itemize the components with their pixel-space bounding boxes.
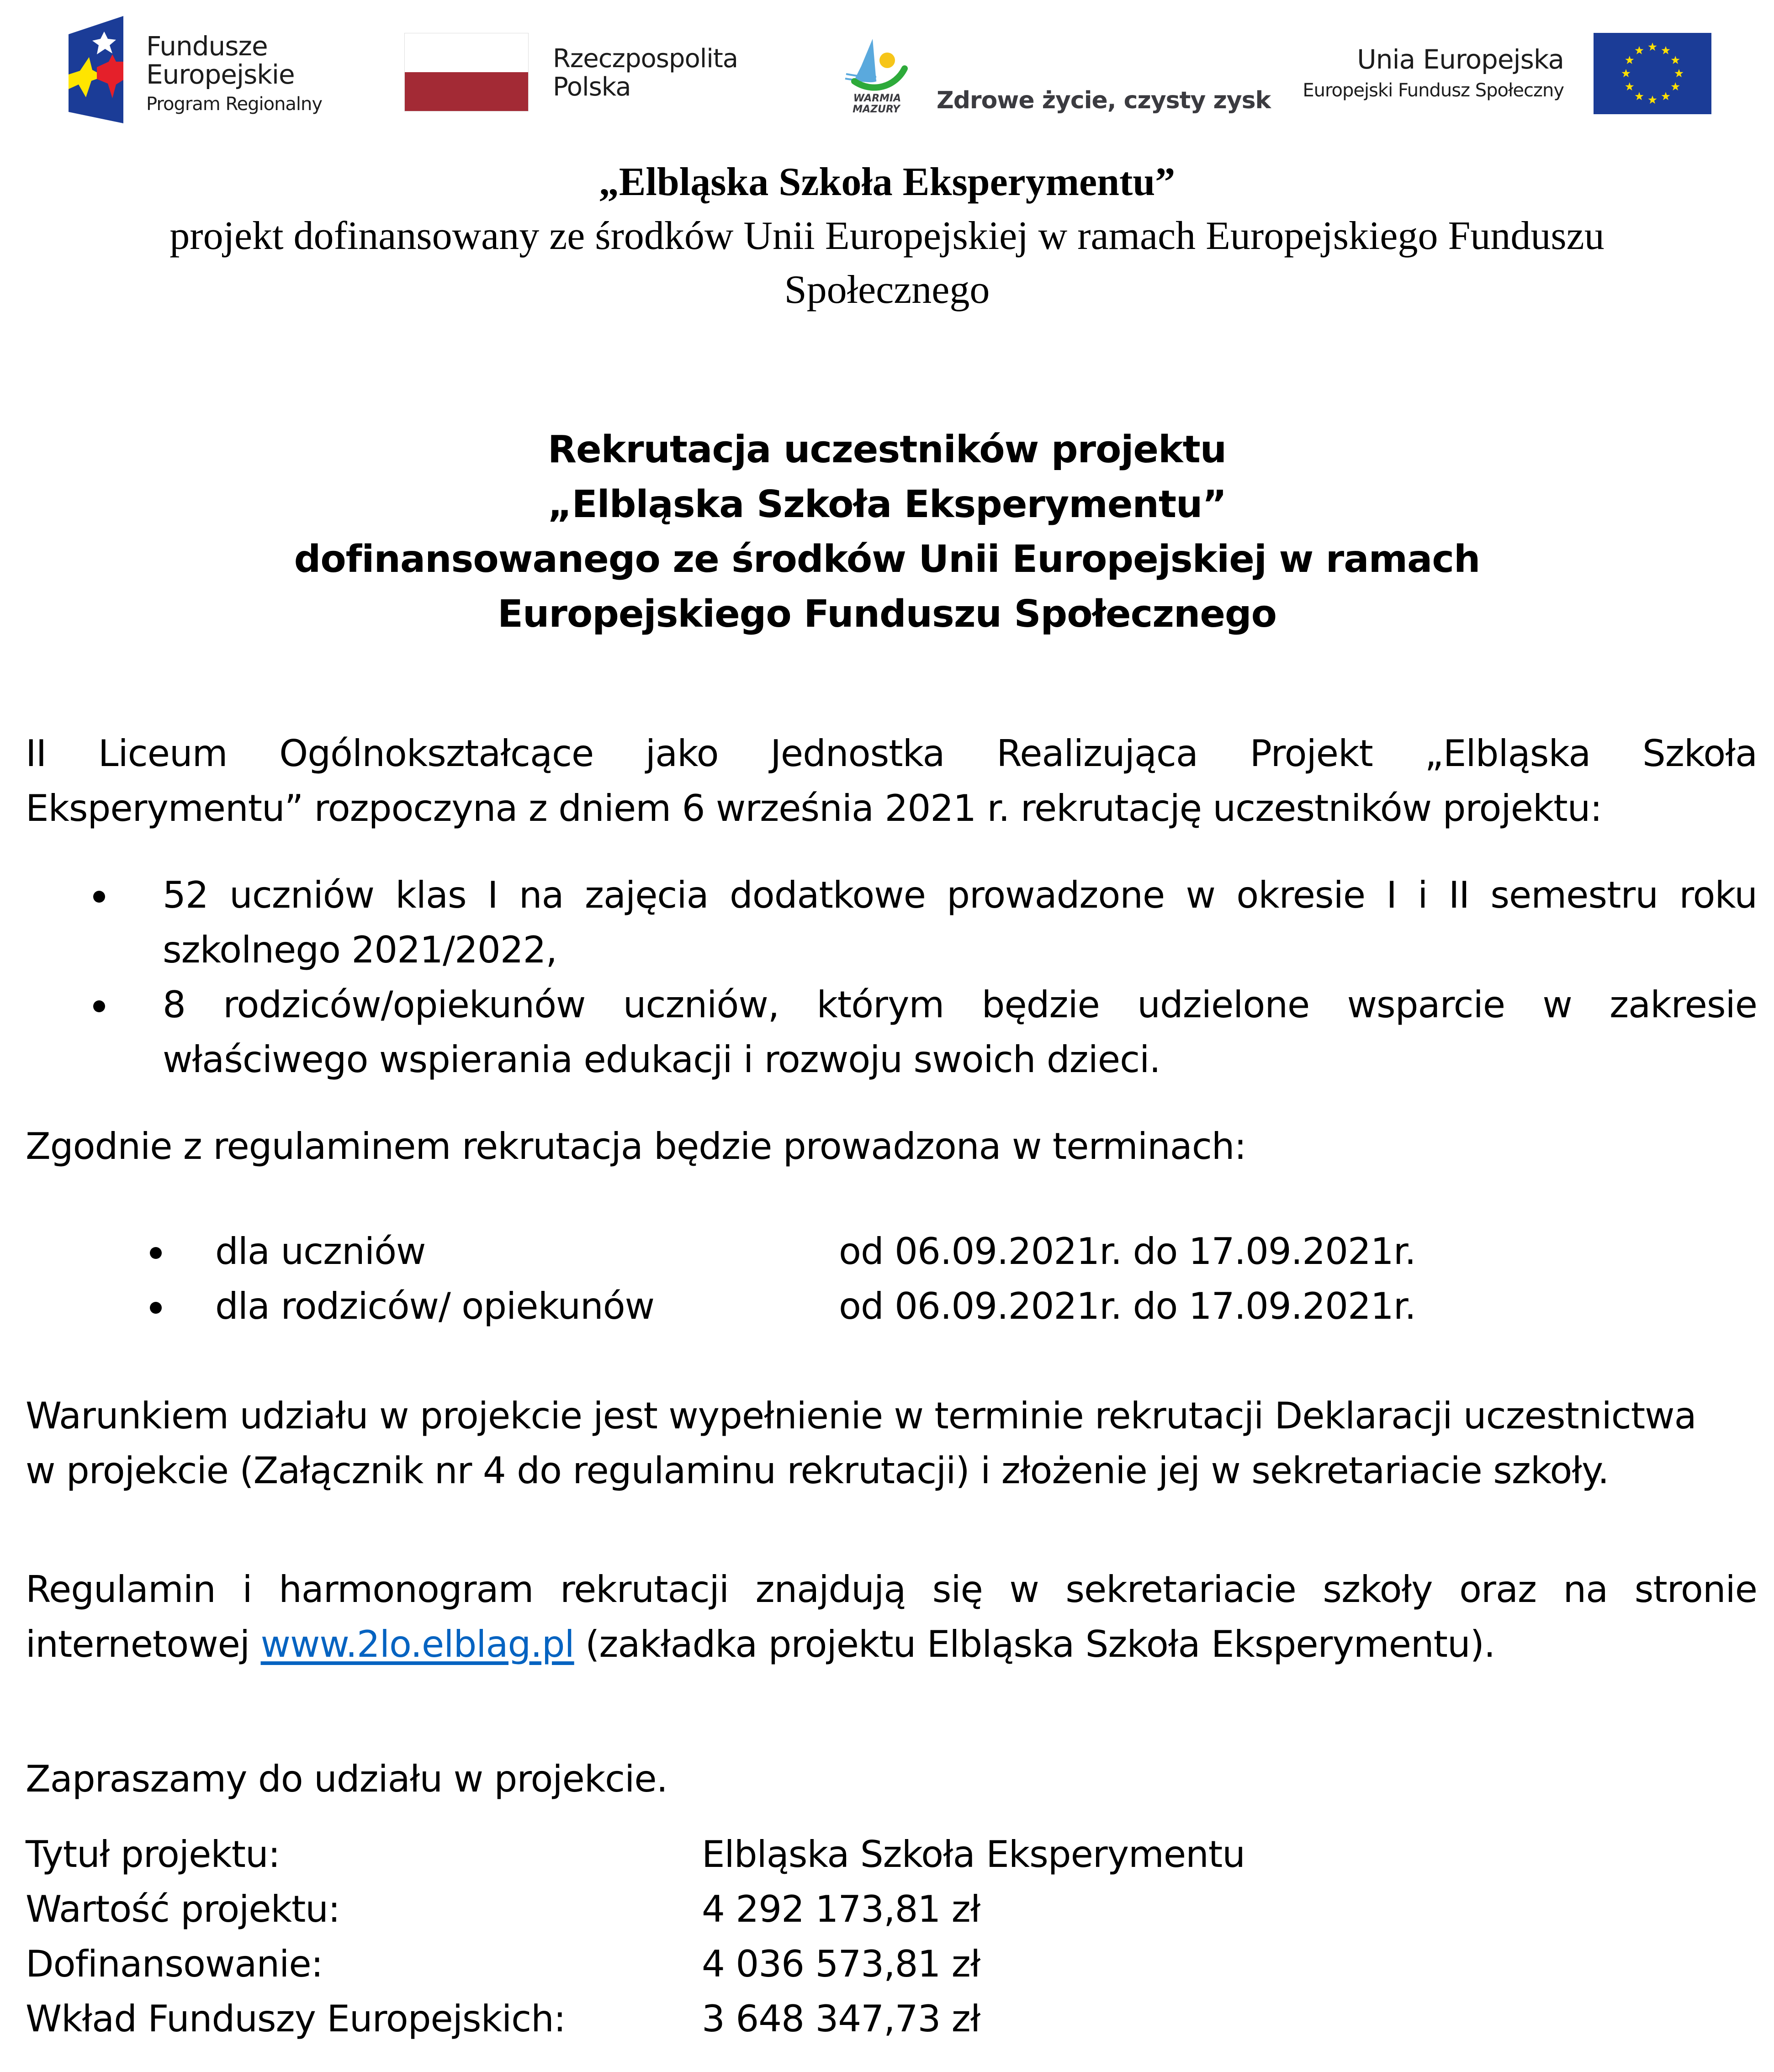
rzeczpospolita-polska-text <box>553 45 738 101</box>
condition-line2: w projekcie (Załącznik nr 4 do regulaminu rekrutacji) i złożenie jej w sekretariacie szkoły. <box>26 1449 1609 1492</box>
logo-ue-line2: Europejski Fundusz Społeczny <box>1303 80 1564 101</box>
heading-line1: Rekrutacja uczestników projektu <box>547 428 1227 471</box>
unia-europejska-text <box>1303 45 1564 102</box>
logo-rp-line2: Polska <box>553 72 631 102</box>
schedule-dates: od 06.09.2021r. do 17.09.2021r. <box>839 1230 1416 1273</box>
eu-star-icon <box>1625 56 1634 64</box>
eu-flag-icon <box>1594 33 1711 114</box>
regulations-line2-start: internetowej <box>26 1623 261 1665</box>
regulations-line1: Regulamin i harmonogram rekrutacji znajdują się w sekretariacie szkoły oraz na stronie <box>26 1568 1757 1611</box>
project-subtitle-line2: Społecznego <box>784 268 990 312</box>
summary-key: Wartość projektu: <box>26 1888 340 1930</box>
summary-key: Dofinansowanie: <box>26 1943 323 1985</box>
eu-star-icon <box>1648 42 1657 51</box>
summary-key: Wkład Funduszy Europejskich: <box>26 1998 566 2040</box>
summary-value: 4 036 573,81 zł <box>702 1943 980 1985</box>
project-title: „Elbląska Szkoła Eksperymentu” <box>598 160 1176 204</box>
list-item-line2: właściwego wspierania edukacji i rozwoju swoich dzieci. <box>163 1038 1160 1081</box>
svg-text:WARMIA: WARMIA <box>853 93 901 104</box>
condition-line1: Warunkiem udziału w projekcie jest wypełnienie w terminie rekrutacji Deklaracji uczestnictwa <box>26 1395 1696 1437</box>
bullet-icon <box>150 1302 162 1314</box>
list-item <box>26 978 1757 1087</box>
fundusze-europejskie-logo-icon <box>69 16 123 123</box>
schedule-row <box>26 1279 1757 1334</box>
heading-line2: „Elbląska Szkoła Eksperymentu” <box>547 483 1227 526</box>
list-item <box>26 868 1757 978</box>
summary-key: Tytuł projektu: <box>26 1833 280 1876</box>
eu-star-icon <box>1662 92 1670 100</box>
eu-star-icon <box>1625 82 1634 90</box>
project-header <box>0 155 1774 317</box>
eu-star-icon <box>1662 46 1670 54</box>
eu-star-icon <box>1648 95 1657 104</box>
svg-text:MAZURY: MAZURY <box>853 104 900 114</box>
schedule-dates: od 06.09.2021r. do 17.09.2021r. <box>839 1285 1416 1327</box>
logo-fe-line2: Europejskie <box>146 59 295 90</box>
eu-star-icon <box>1671 56 1680 64</box>
schedule-intro: Zgodnie z regulaminem rekrutacja będzie prowadzona w terminach: <box>26 1125 1246 1168</box>
schedule-row <box>26 1224 1757 1279</box>
condition-paragraph <box>26 1389 1757 1498</box>
bullet-icon <box>93 891 105 903</box>
bullet-icon <box>93 1000 105 1012</box>
summary-value: Elbląska Szkoła Eksperymentu <box>702 1833 1245 1876</box>
summary-value: 4 292 173,81 zł <box>702 1888 980 1930</box>
logo-band <box>0 0 1774 132</box>
summary-row <box>26 1882 1757 1937</box>
logo-rp-line1: Rzeczpospolita <box>553 44 738 74</box>
logo-ue-line1: Unia Europejska <box>1357 44 1564 75</box>
fundusze-europejskie-text <box>146 32 322 115</box>
school-website-link[interactable]: www.2lo.elblag.pl <box>260 1623 574 1665</box>
list-item-line1: 52 uczniów klas I na zajęcia dodatkowe prowadzone w okresie I i II semestru roku <box>163 874 1757 916</box>
eu-star-icon <box>1622 69 1631 77</box>
summary-value: 3 648 347,73 zł <box>702 1998 980 2040</box>
eu-star-icon <box>1675 69 1684 77</box>
schedule-label: dla uczniów <box>215 1230 426 1273</box>
eu-star-icon <box>1635 92 1644 100</box>
warmia-tagline: Zdrowe życie, czysty zysk <box>937 87 1271 114</box>
summary-row <box>26 1992 1757 2046</box>
heading-line4: Europejskiego Funduszu Społecznego <box>498 592 1276 636</box>
invitation-text: Zapraszamy do udziału w projekcie. <box>26 1758 668 1800</box>
summary-row <box>26 1827 1757 1882</box>
schedule-label: dla rodziców/ opiekunów <box>215 1285 655 1327</box>
bullet-icon <box>150 1247 162 1259</box>
project-subtitle-line1: projekt dofinansowany ze środków Unii Europejskiej w ramach Europejskiego Funduszu <box>169 214 1605 258</box>
polish-flag-icon <box>404 33 529 111</box>
eu-star-icon <box>1671 82 1680 90</box>
intro-paragraph <box>26 726 1757 836</box>
list-item-line2: szkolnego 2021/2022, <box>163 929 557 971</box>
intro-line1: II Liceum Ogólnokształcące jako Jednostka Realizująca Projekt „Elbląska Szkoła <box>26 732 1757 775</box>
regulations-paragraph <box>26 1562 1757 1672</box>
list-item-line1: 8 rodziców/opiekunów uczniów, którym będzie udzielone wsparcie w zakresie <box>163 983 1757 1026</box>
eu-star-icon <box>1635 46 1644 54</box>
schedule-list <box>26 1224 1757 1334</box>
warmia-mazury-logo-icon <box>836 32 918 114</box>
regulations-line2-end: (zakładka projektu Elbląska Szkoła Eksperymentu). <box>574 1623 1495 1665</box>
participant-list <box>26 868 1757 1087</box>
intro-line2: Eksperymentu” rozpoczyna z dniem 6 września 2021 r. rekrutację uczestników projektu: <box>26 787 1602 830</box>
recruitment-heading <box>0 423 1774 642</box>
logo-fe-line3: Program Regionalny <box>146 94 323 115</box>
logo-fe-line1: Fundusze <box>146 31 268 62</box>
project-summary <box>26 1827 1757 2046</box>
heading-line3: dofinansowanego ze środków Unii Europejskiej w ramach <box>294 538 1480 581</box>
summary-row <box>26 1937 1757 1992</box>
